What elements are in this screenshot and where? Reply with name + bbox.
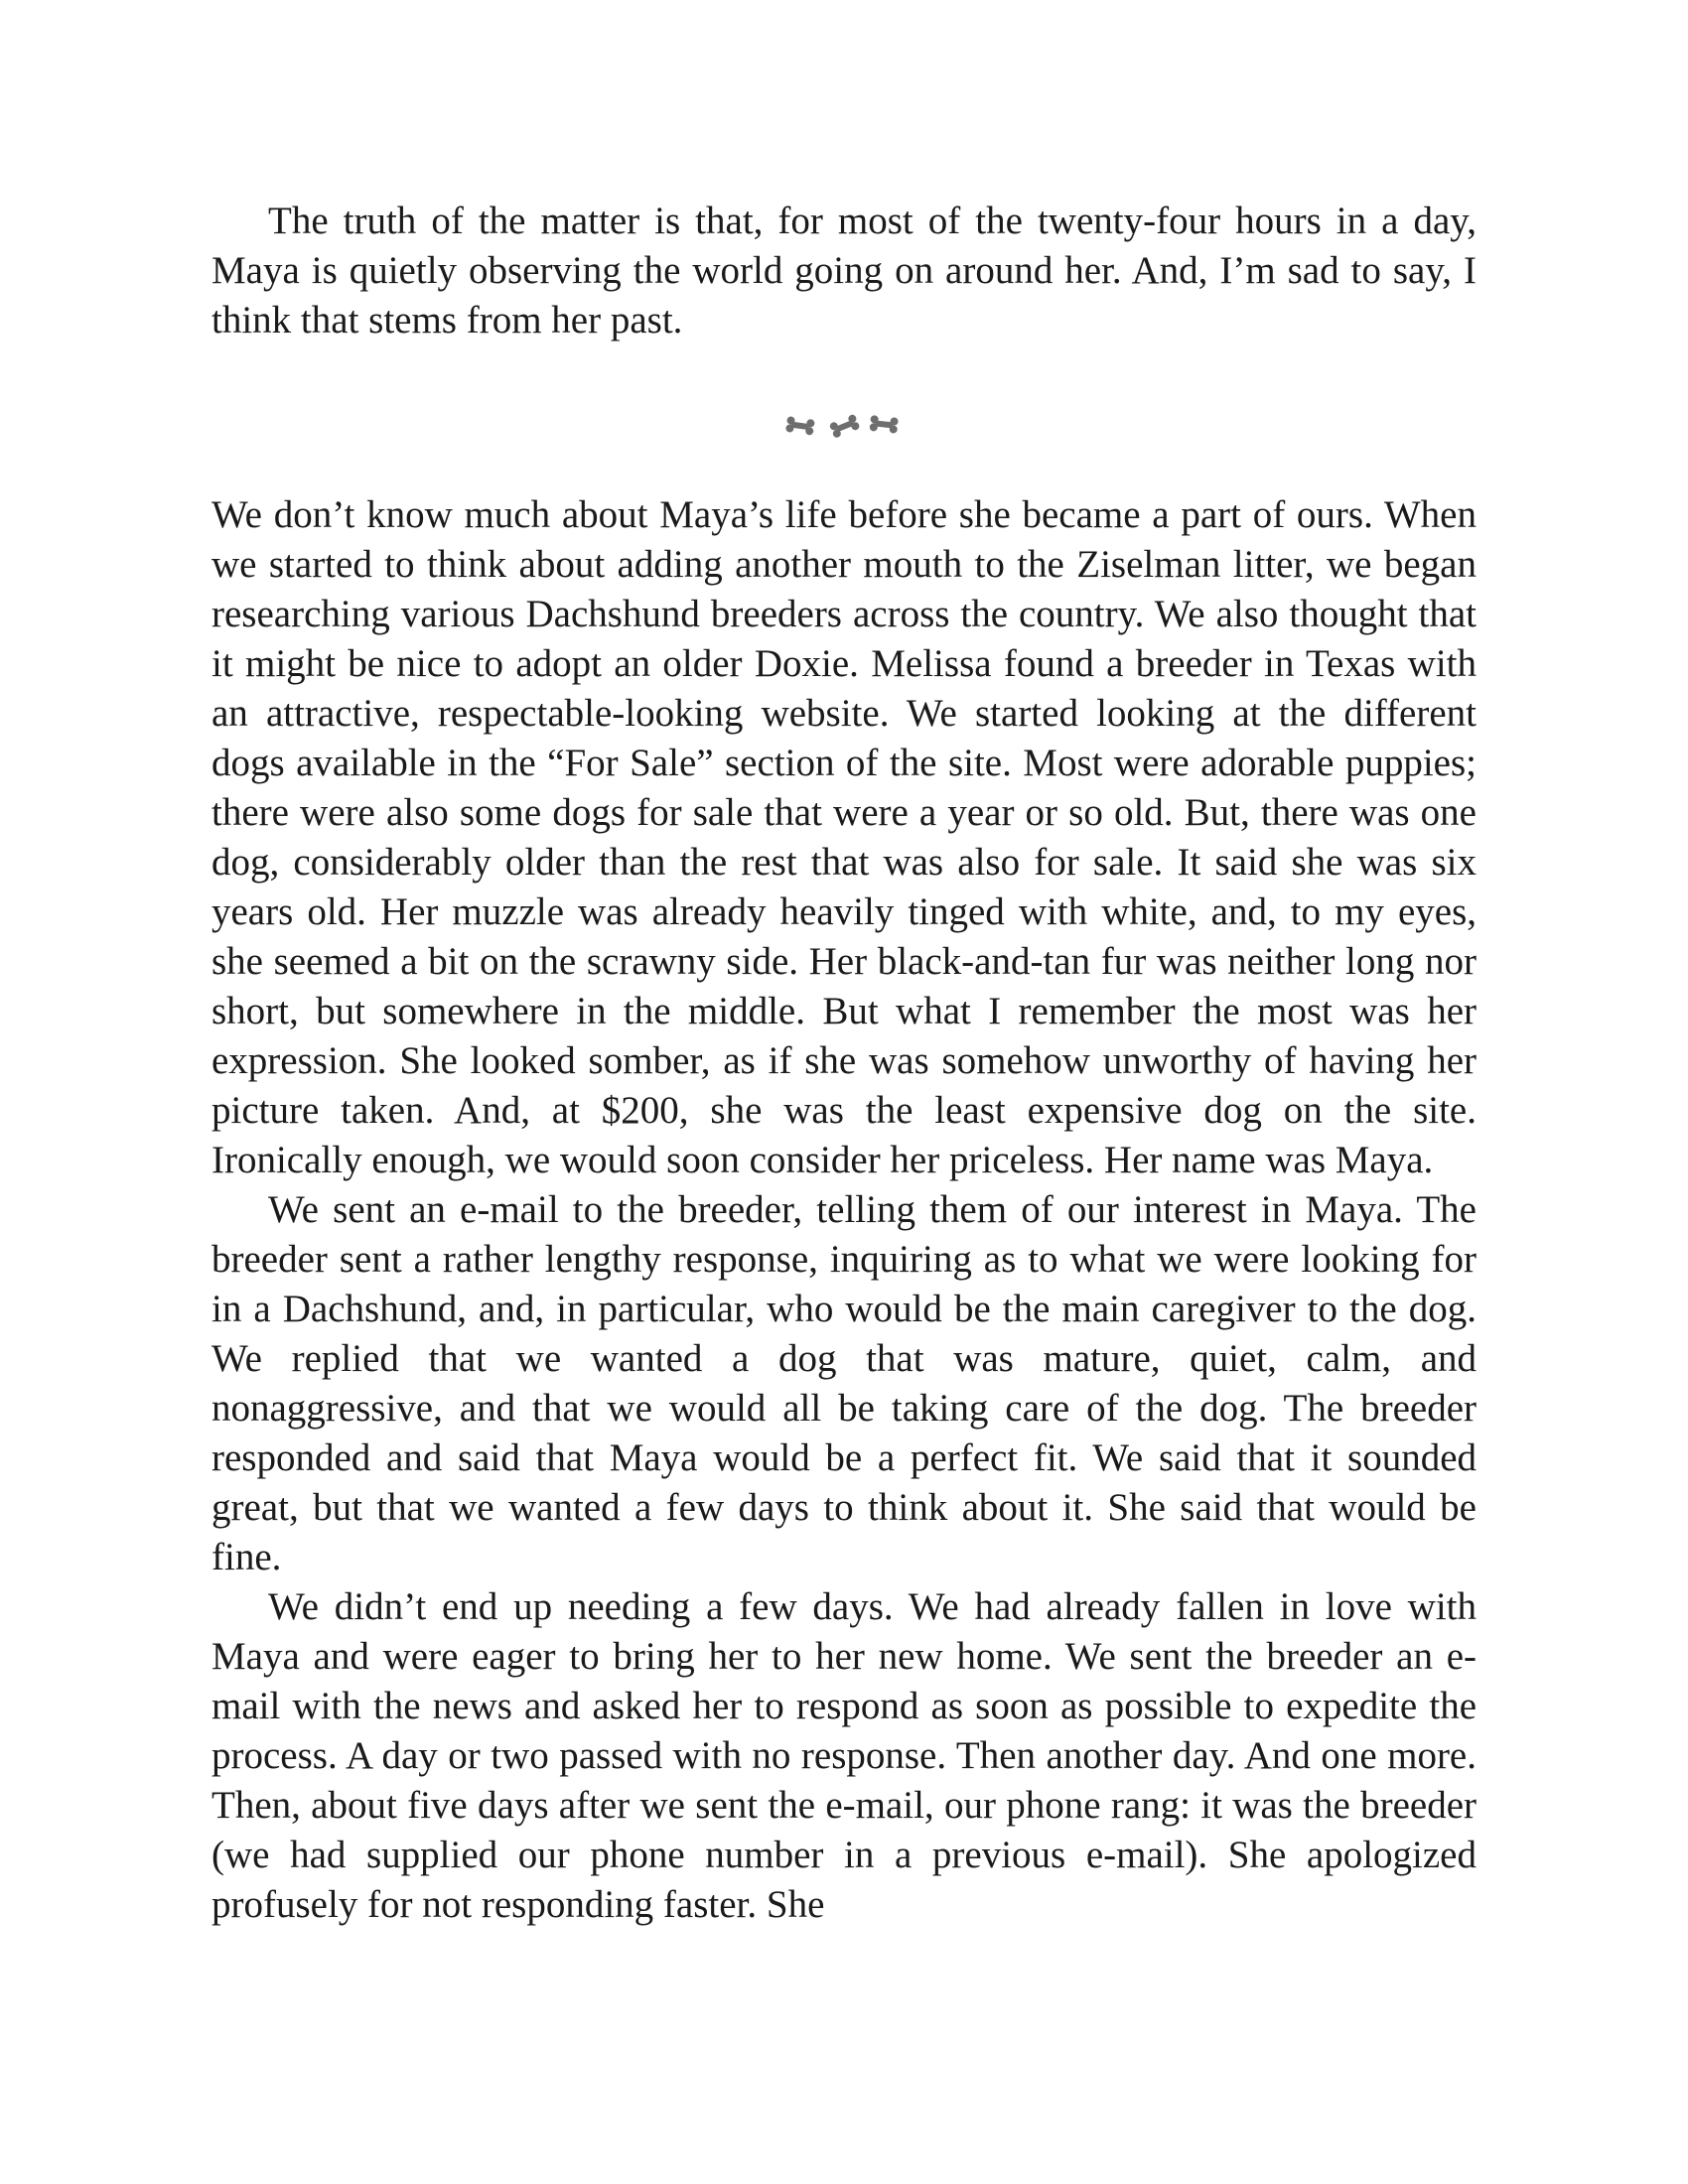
main-section — [211, 490, 1477, 1930]
main-paragraph-2: We sent an e-mail to the breeder, telling them of our interest in Maya. The breeder sent a rather lengthy response, inquiring as to what we were looking for in a Dachshund, and, in particular, who would be the main caregiver to the dog. We replied that we wanted a dog that was mature, quiet, calm, and nonaggressive, and that we would all be taking care of the dog. The breeder responded and said that Maya would be a perfect fit. We said that it sounded great, but that we wanted a few days to think about it. She said that would be fine. — [211, 1188, 1477, 1578]
main-paragraph-3: We didn’t end up needing a few days. We had already fallen in love with Maya and were eager to bring her to her new home. We sent the breeder an e-mail with the news and asked her to respond as soon as possible to expedite the process. A day or two passed with no response. Then another day. And one more. Then, about five days after we sent the e-mail, our phone rang: it was the breeder (we had supplied our phone number in a previous e-mail). She apologized profusely for not responding faster. She — [211, 1585, 1477, 1926]
dog-bone-ornament-icon — [779, 405, 909, 441]
section-separator — [0, 405, 1688, 441]
intro-paragraph-1: The truth of the matter is that, for most of the twenty-four hours in a day, Maya is quietly observing the world going on around her. And, I’m sad to say, I think that stems from her past. — [211, 200, 1477, 341]
intro-section — [211, 197, 1477, 345]
main-paragraph-1: We don’t know much about Maya’s life before she became a part of ours. When we started to think about adding another mouth to the Ziselman litter, we began researching various Dachshund breeders across the country. We also thought that it might be nice to adopt an older Doxie. Melissa found a breeder in Texas with an attractive, respectable-looking website. We started looking at the different dogs available in the “For Sale” section of the site. Most were adorable puppies; there were also some dogs for sale that were a year or so old. But, there was one dog, considerably older than the rest that was also for sale. It said she was six years old. Her muzzle was already heavily tinged with white, and, to my eyes, she seemed a bit on the scrawny side. Her black-and-tan fur was neither long nor short, but somewhere in the middle. But what I remember the most was her expression. She looked somber, as if she was somehow unworthy of having her picture taken. And, at $200, she was the least expensive dog on the site. Ironically enough, we would soon consider her priceless. Her name was Maya. — [211, 493, 1477, 1181]
